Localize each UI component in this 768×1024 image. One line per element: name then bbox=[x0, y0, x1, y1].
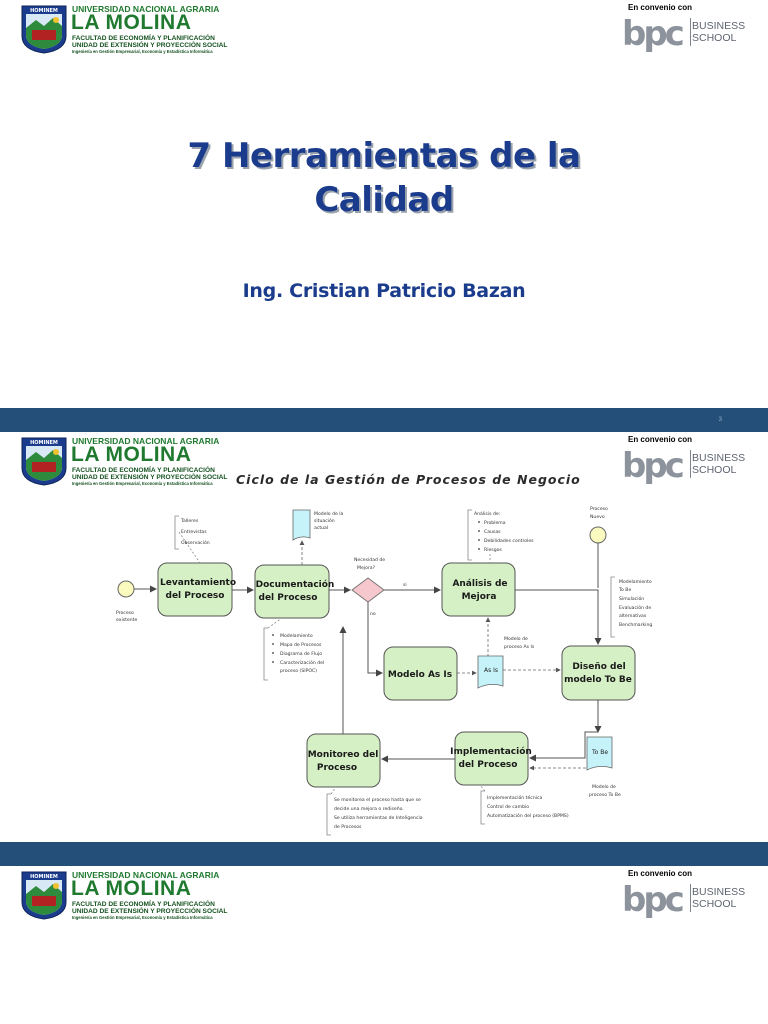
university-brand: LA MOLINA bbox=[71, 877, 192, 900]
box-implementacion bbox=[450, 732, 532, 785]
box-analisis-line-2: Mejora bbox=[461, 592, 497, 602]
note-ana-bullets bbox=[478, 521, 480, 550]
note-ana-4: Debilidades controles bbox=[484, 539, 534, 544]
note-dis-6: Benchmarking bbox=[619, 623, 653, 628]
partner-header bbox=[610, 3, 750, 53]
note-mon-4: de Procesos bbox=[334, 825, 362, 830]
school-word: SCHOOL bbox=[692, 464, 737, 476]
note-imp-3: Automatización del proceso (BPMS) bbox=[487, 814, 569, 819]
agreement-label: En convenio con bbox=[627, 435, 692, 444]
note-dis-1: Modelamiento bbox=[619, 580, 652, 585]
unit-name: UNIDAD DE EXTENSIÓN Y PROYECCIÓN SOCIAL bbox=[72, 474, 228, 481]
asis-caption-1: Modelo de bbox=[504, 637, 528, 642]
slide-title bbox=[0, 0, 768, 408]
note-doc-1-text: Modelamiento bbox=[280, 634, 313, 639]
title-line-2: Calidad bbox=[314, 180, 454, 220]
note-mon-connector bbox=[331, 787, 336, 794]
slide-process-cycle bbox=[0, 432, 768, 842]
slide-main-title bbox=[0, 134, 768, 222]
note-doc-3: Diagrama de Flujo bbox=[280, 652, 323, 657]
box-monitoreo bbox=[307, 734, 380, 787]
agreement-label: En convenio con bbox=[627, 3, 692, 12]
partner-header bbox=[610, 869, 750, 919]
unit-name: UNIDAD DE EXTENSIÓN Y PROYECCIÓN SOCIAL bbox=[72, 42, 228, 49]
doc-tobe bbox=[587, 737, 612, 770]
unit-name: UNIDAD DE EXTENSIÓN Y PROYECCIÓN SOCIAL bbox=[72, 908, 228, 915]
box-implementacion-line-1: Implementación bbox=[450, 747, 532, 757]
note-dis-2: To Be bbox=[619, 588, 632, 593]
box-levantamiento-line-2: del Proceso bbox=[165, 591, 225, 601]
note-mon-1: Se monitorea el proceso hasta que se bbox=[334, 798, 421, 803]
university-name: UNIVERSIDAD NACIONAL AGRARIA bbox=[72, 436, 220, 446]
program-name: Ingeniería en Gestión Empresarial, Economía y Estadística Informática bbox=[72, 481, 213, 486]
school-word: SCHOOL bbox=[692, 32, 737, 44]
doc-situacion-label-1: Modelo de la bbox=[314, 512, 344, 517]
diagram-title: Ciclo de la Gestión de Procesos de Negocio bbox=[236, 472, 581, 487]
note-doc-bullets bbox=[272, 634, 274, 663]
note-doc-4: Caracterización del bbox=[280, 661, 325, 666]
university-brand: LA MOLINA bbox=[71, 11, 192, 34]
box-documentacion-line-2: del Proceso bbox=[258, 593, 318, 603]
box-diseno bbox=[562, 646, 635, 700]
logo-divider bbox=[690, 18, 691, 46]
doc-modelo-situacion bbox=[293, 510, 310, 540]
note-doc-2: Mapa de Procesos bbox=[280, 643, 322, 648]
doc-tobe-label: To Be bbox=[592, 749, 609, 756]
box-documentacion-line-1: Documentación bbox=[255, 580, 335, 590]
university-seal-icon bbox=[20, 4, 68, 54]
note-doc-5: proceso (SIPOC) bbox=[280, 669, 317, 674]
doc-asis bbox=[478, 656, 503, 688]
svg-text:HOMINEM: HOMINEM bbox=[30, 440, 58, 446]
box-documentacion bbox=[255, 565, 334, 618]
note-ana-3: Causas bbox=[484, 530, 501, 535]
note-dis-3: Simulación bbox=[619, 597, 645, 602]
gateway-no-label: no bbox=[370, 612, 376, 617]
svg-text:HOMINEM: HOMINEM bbox=[30, 8, 58, 14]
box-diseno-line-1: Diseño del bbox=[572, 662, 626, 672]
title-line-1: 7 Herramientas de la bbox=[187, 136, 581, 176]
box-monitoreo-line-2: Proceso bbox=[316, 763, 358, 773]
box-modelo-asis-line-1: Modelo As Is bbox=[387, 670, 453, 680]
university-header bbox=[20, 870, 230, 922]
decision-gateway bbox=[352, 578, 384, 602]
new-process-event bbox=[590, 527, 606, 543]
new-label-1: Proceso bbox=[590, 507, 608, 512]
bpc-logo-text: bpc bbox=[622, 881, 682, 919]
university-brand: LA MOLINA bbox=[71, 443, 192, 466]
faculty-name: FACULTAD DE ECONOMÍA Y PLANIFICACIÓN bbox=[72, 467, 215, 474]
faculty-name: FACULTAD DE ECONOMÍA Y PLANIFICACIÓN bbox=[72, 35, 215, 42]
note-mon-2: decide una mejora o rediseño. bbox=[334, 807, 404, 812]
program-name: Ingeniería en Gestión Empresarial, Economía y Estadística Informática bbox=[72, 915, 213, 920]
new-label-2: Nuevo bbox=[590, 515, 605, 520]
university-name: UNIVERSIDAD NACIONAL AGRARIA bbox=[72, 870, 220, 880]
doc-situacion-label-3: actual bbox=[314, 526, 329, 531]
process-cycle-diagram bbox=[0, 432, 768, 842]
business-word: BUSINESS bbox=[692, 20, 746, 32]
program-name: Ingeniería en Gestión Empresarial, Economía y Estadística Informática bbox=[72, 49, 213, 54]
box-levantamiento-line-1: Levantamiento bbox=[159, 578, 237, 588]
bpc-logo-icon bbox=[622, 881, 688, 919]
bpc-logo-icon bbox=[622, 15, 688, 53]
gateway-label-2: Mejora? bbox=[357, 566, 376, 571]
note-imp-1: Implementación técnica bbox=[487, 796, 543, 801]
box-diseno-line-2: modelo To Be bbox=[564, 675, 632, 685]
tobe-caption-1: Modelo de bbox=[592, 785, 616, 790]
note-dis-4: Evaluación de bbox=[619, 606, 652, 611]
box-levantamiento bbox=[158, 563, 236, 616]
slide-divider bbox=[0, 408, 768, 432]
gateway-yes-label: si bbox=[403, 583, 407, 588]
university-seal-icon bbox=[20, 870, 68, 920]
business-word: BUSINESS bbox=[692, 886, 746, 898]
note-imp-connector bbox=[480, 785, 485, 791]
note-imp-2: Control de cambio bbox=[487, 805, 530, 810]
school-word: SCHOOL bbox=[692, 898, 737, 910]
box-modelo-asis bbox=[384, 647, 457, 700]
university-name: UNIVERSIDAD NACIONAL AGRARIA bbox=[72, 4, 220, 14]
page-number: 3 bbox=[718, 417, 722, 423]
box-analisis-line-1: Análisis de bbox=[452, 579, 508, 589]
business-school-text bbox=[692, 886, 745, 910]
university-header bbox=[20, 4, 230, 56]
bpc-logo-text: bpc bbox=[622, 447, 682, 485]
agreement-label: En convenio con bbox=[627, 869, 692, 878]
slide-next bbox=[0, 866, 768, 1024]
box-monitoreo-line-1: Monitoreo del bbox=[307, 750, 379, 760]
gateway-label-1: Necesidad de bbox=[354, 558, 386, 563]
bpc-logo-text: bpc bbox=[622, 15, 682, 53]
note-mon-3: Se utiliza herramientas de Inteligencia bbox=[334, 816, 423, 821]
doc-asis-label: As Is bbox=[484, 667, 499, 674]
tobe-caption-2: proceso To Be bbox=[589, 793, 621, 798]
note-lev-1: Talleres bbox=[181, 519, 199, 524]
start-label-2: existente bbox=[116, 618, 138, 623]
author-name: Ing. Cristian Patricio Bazan bbox=[242, 280, 526, 302]
doc-situacion-label-2: situación bbox=[314, 519, 335, 524]
slide-divider bbox=[0, 842, 768, 866]
note-ana-1: Análisis de: bbox=[474, 512, 501, 517]
business-word: BUSINESS bbox=[692, 452, 746, 464]
faculty-name: FACULTAD DE ECONOMÍA Y PLANIFICACIÓN bbox=[72, 901, 215, 908]
asis-caption-2: proceso As Is bbox=[504, 645, 535, 650]
start-event bbox=[118, 581, 134, 597]
svg-text:HOMINEM: HOMINEM bbox=[30, 874, 58, 880]
note-ana-2: Problema bbox=[484, 521, 506, 526]
note-ana-5: Riesgos bbox=[484, 548, 502, 553]
note-lev-2: Entrevistas bbox=[181, 530, 207, 535]
note-dis-5: alternativas bbox=[619, 614, 647, 619]
start-label-1: Proceso bbox=[116, 611, 134, 616]
box-implementacion-line-2: del Proceso bbox=[458, 760, 518, 770]
logo-divider bbox=[690, 884, 691, 912]
box-analisis bbox=[442, 563, 515, 616]
note-lev-3: Observación bbox=[181, 541, 210, 546]
business-school-text bbox=[692, 20, 745, 44]
